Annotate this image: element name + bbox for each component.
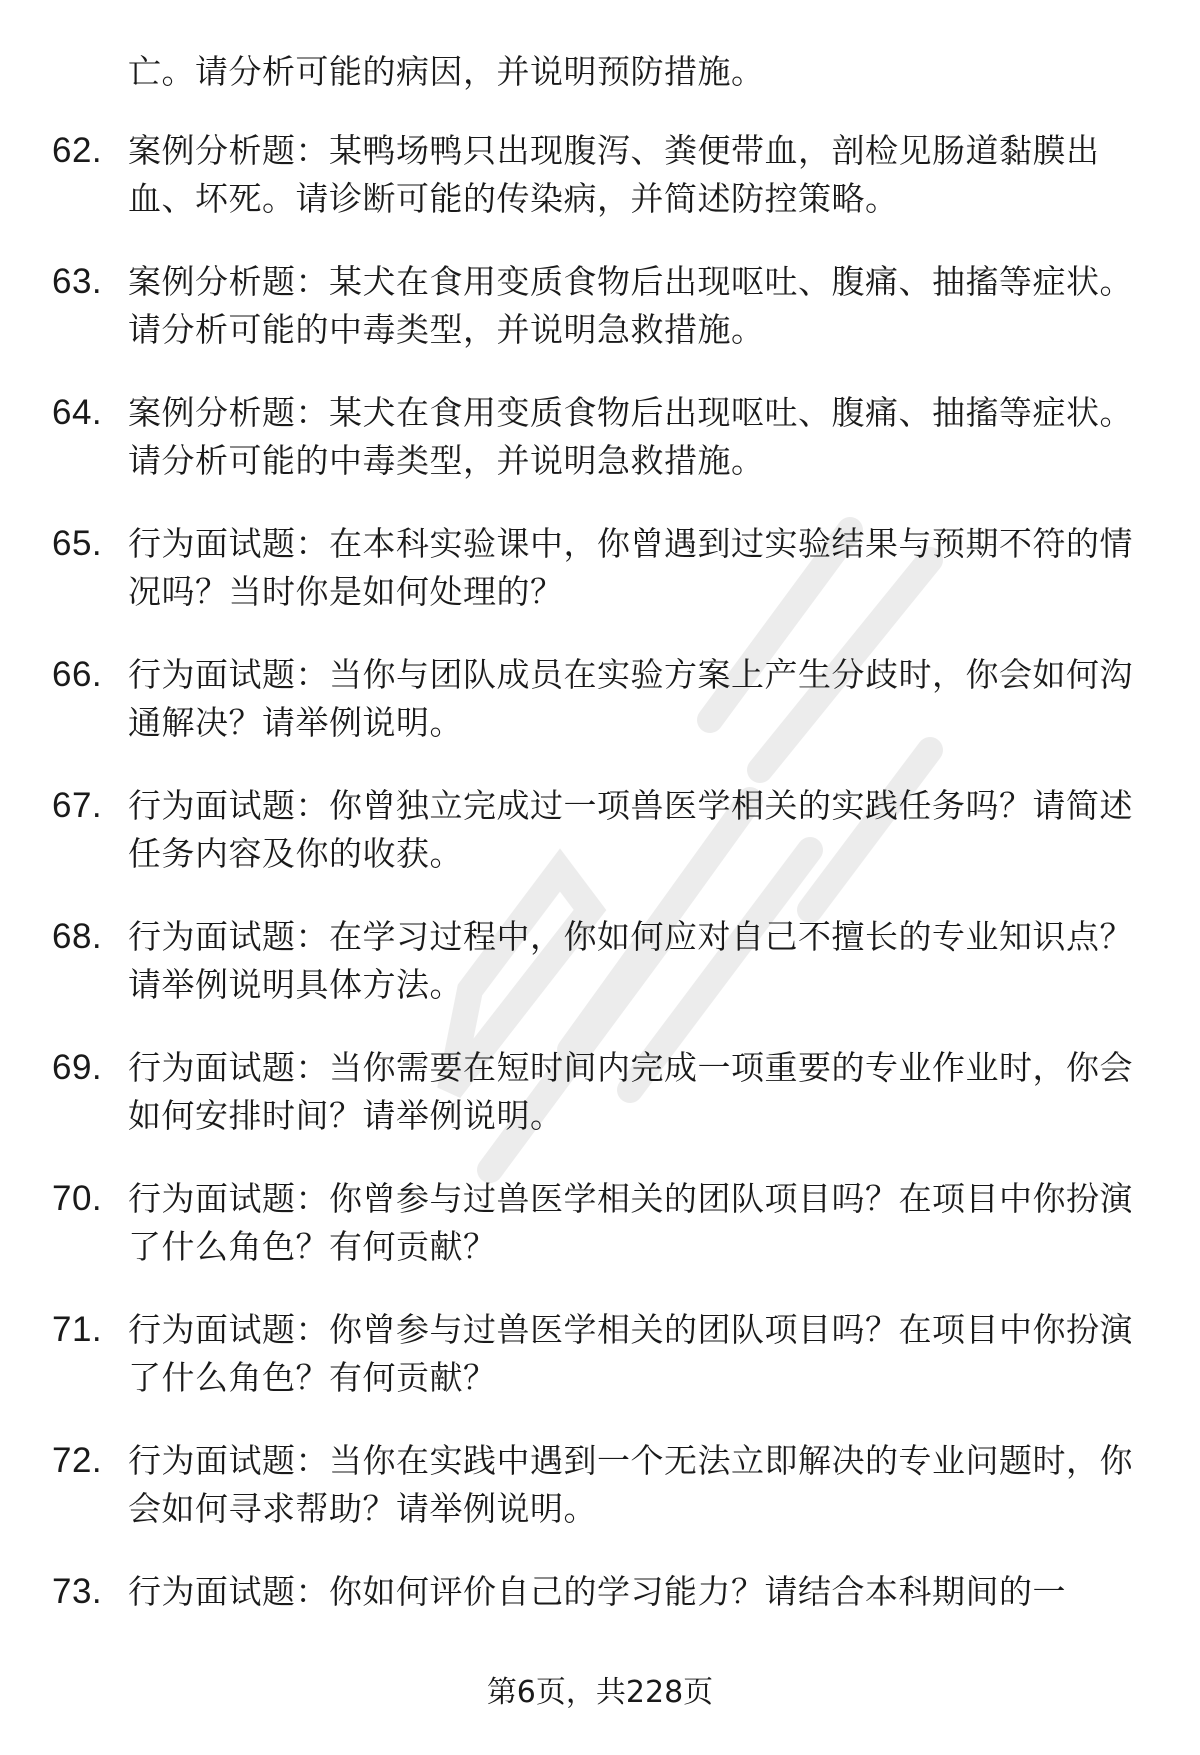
list-item <box>0 389 1200 485</box>
item-number: 64. <box>52 393 103 432</box>
page-footer <box>0 1673 1200 1713</box>
list-item <box>0 1568 1200 1616</box>
list-item <box>0 1175 1200 1271</box>
item-number: 68. <box>52 917 103 956</box>
item-text: 行为面试题：当你在实践中遇到一个无法立即解决的专业问题时，你会如何寻求帮助？请举例说明。 <box>128 1441 1133 1528</box>
list-item <box>0 520 1200 616</box>
item-number: 72. <box>52 1441 103 1480</box>
item-text: 案例分析题：某鸭场鸭只出现腹泻、粪便带血，剖检见肠道黏膜出血、坏死。请诊断可能的传染病，并简述防控策略。 <box>128 131 1100 218</box>
list-item <box>0 258 1200 354</box>
item-text: 行为面试题：在本科实验课中，你曾遇到过实验结果与预期不符的情况吗？当时你是如何处理的？ <box>128 524 1133 611</box>
item-number: 71. <box>52 1310 103 1349</box>
item-number: 65. <box>52 524 103 563</box>
list-item <box>0 1437 1200 1533</box>
item-number: 62. <box>52 131 103 170</box>
item-text: 行为面试题：你曾参与过兽医学相关的团队项目吗？在项目中你扮演了什么角色？有何贡献？ <box>128 1310 1133 1397</box>
item-text: 行为面试题：在学习过程中，你如何应对自己不擅长的专业知识点？请举例说明具体方法。 <box>128 917 1133 1004</box>
list-item <box>0 1306 1200 1402</box>
item-text: 亡。请分析可能的病因，并说明预防措施。 <box>128 52 765 91</box>
item-text: 行为面试题：你如何评价自己的学习能力？请结合本科期间的一 <box>128 1572 1066 1611</box>
question-list <box>0 48 1200 1651</box>
item-number: 63. <box>52 262 103 301</box>
list-item <box>0 782 1200 878</box>
item-text: 案例分析题：某犬在食用变质食物后出现呕吐、腹痛、抽搐等症状。请分析可能的中毒类型，并说明急救措施。 <box>128 262 1133 349</box>
page-number-label: 第6页，共228页 <box>486 1675 714 1710</box>
item-number: 70. <box>52 1179 103 1218</box>
list-item <box>0 913 1200 1009</box>
item-text: 行为面试题：你曾独立完成过一项兽医学相关的实践任务吗？请简述任务内容及你的收获。 <box>128 786 1133 873</box>
item-text: 案例分析题：某犬在食用变质食物后出现呕吐、腹痛、抽搐等症状。请分析可能的中毒类型，并说明急救措施。 <box>128 393 1133 480</box>
item-number: 69. <box>52 1048 103 1087</box>
list-item <box>0 1044 1200 1140</box>
item-text: 行为面试题：当你与团队成员在实验方案上产生分歧时，你会如何沟通解决？请举例说明。 <box>128 655 1133 742</box>
item-text: 行为面试题：你曾参与过兽医学相关的团队项目吗？在项目中你扮演了什么角色？有何贡献？ <box>128 1179 1133 1266</box>
item-text: 行为面试题：当你需要在短时间内完成一项重要的专业作业时，你会如何安排时间？请举例说明。 <box>128 1048 1133 1135</box>
list-item <box>0 48 1200 96</box>
list-item <box>0 651 1200 747</box>
item-number: 73. <box>52 1572 103 1611</box>
item-number: 67. <box>52 786 103 825</box>
list-item <box>0 127 1200 223</box>
item-number: 66. <box>52 655 103 694</box>
